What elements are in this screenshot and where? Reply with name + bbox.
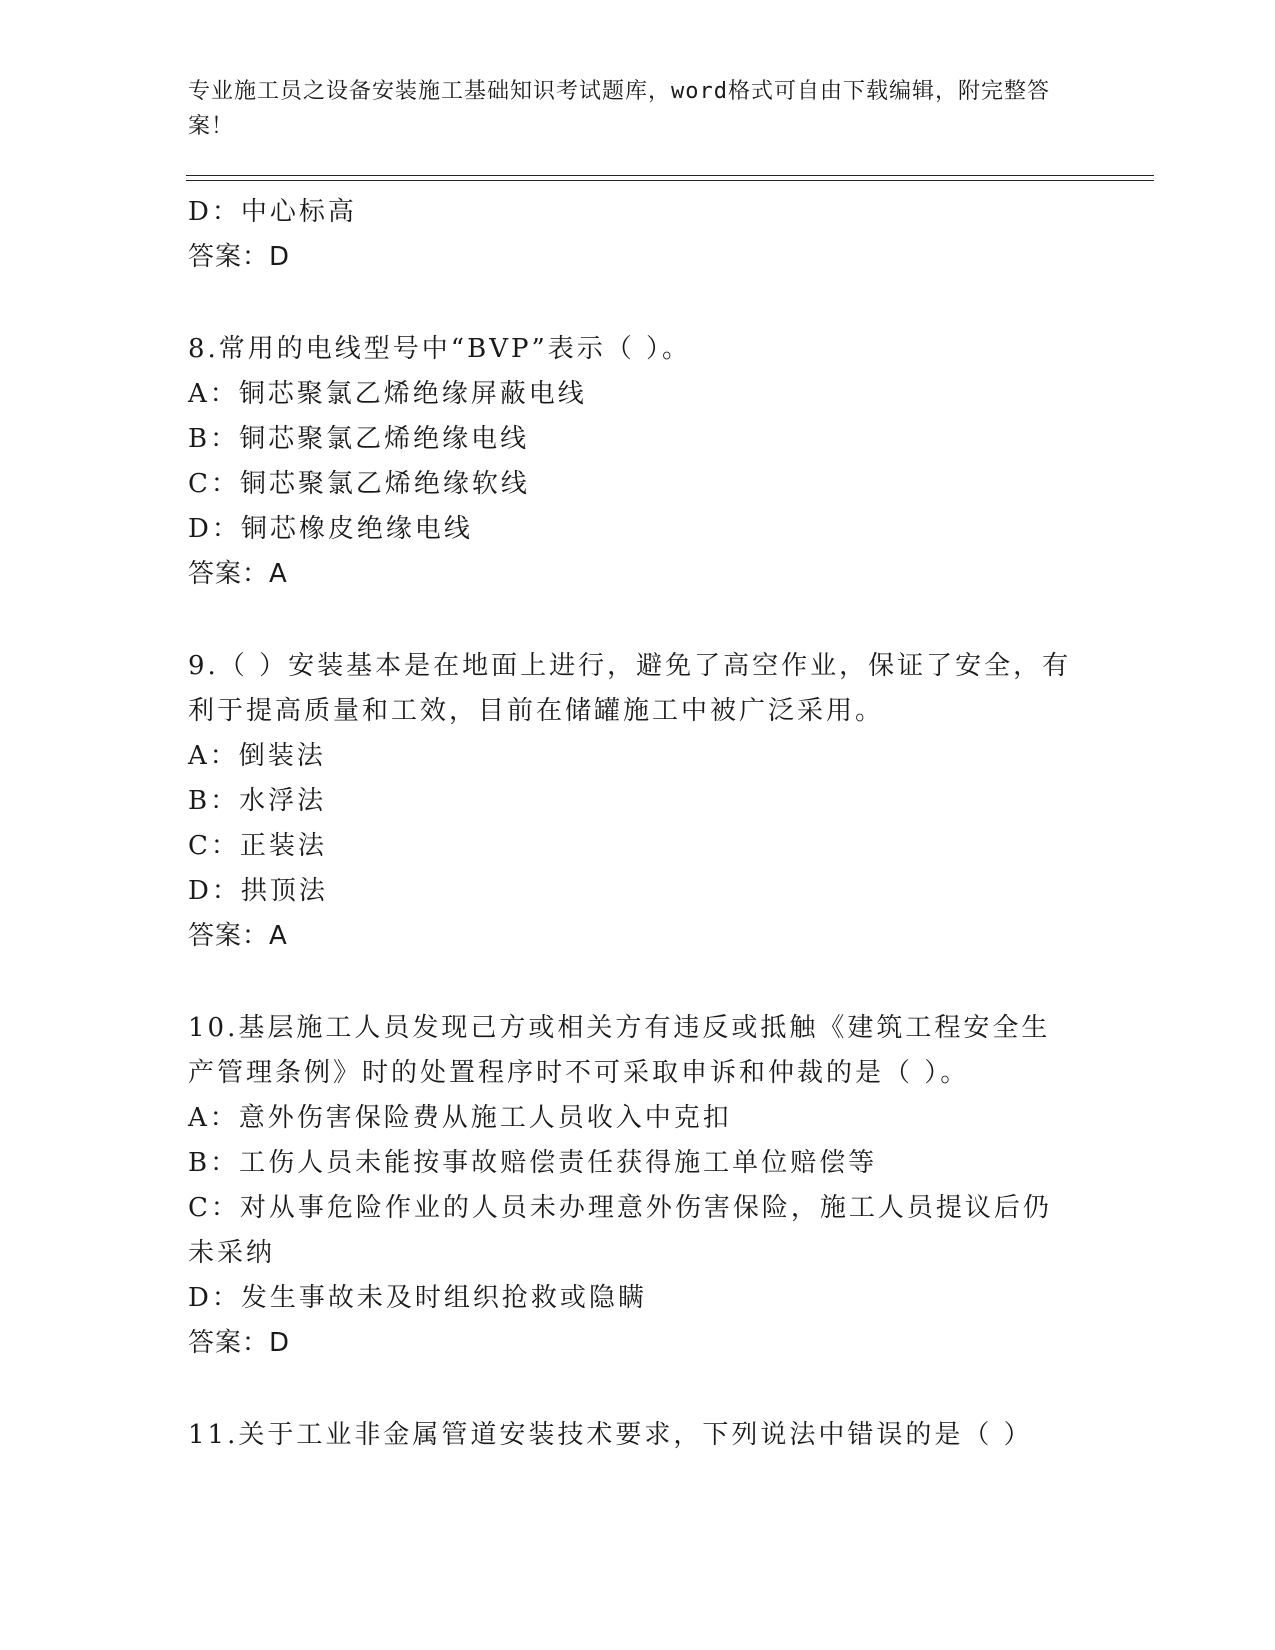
answer: 答案：D bbox=[188, 1328, 291, 1358]
option-d: D：发生事故未及时组织抢救或隐瞒 bbox=[188, 1283, 647, 1313]
question-stem: 11.关于工业非金属管道安装技术要求，下列说法中错误的是（ ） bbox=[188, 1420, 1033, 1450]
question-stem: 9.（ ）安装基本是在地面上进行，避免了高空作业，保证了安全，有利于提高质量和工效，目前在储罐施工中被广泛采用。 bbox=[188, 651, 1072, 726]
question-11 bbox=[188, 1413, 1078, 1458]
option-b: B：铜芯聚氯乙烯绝缘电线 bbox=[188, 424, 530, 454]
option-b: B：水浮法 bbox=[188, 786, 327, 816]
option-d: D：拱顶法 bbox=[188, 876, 328, 906]
option-a: A：意外伤害保险费从施工人员收入中克扣 bbox=[188, 1103, 732, 1133]
question-9 bbox=[188, 644, 1078, 959]
answer: 答案：A bbox=[188, 921, 288, 951]
document-header: 专业施工员之设备安装施工基础知识考试题库，word格式可自由下载编辑，附完整答案！ bbox=[188, 79, 1050, 139]
option-a: A：倒装法 bbox=[188, 741, 326, 771]
option-d: D：中心标高 bbox=[188, 197, 357, 227]
question-8 bbox=[188, 327, 1078, 597]
question-list bbox=[188, 190, 1078, 1458]
answer: 答案：D bbox=[188, 242, 291, 272]
option-c: C：铜芯聚氯乙烯绝缘软线 bbox=[188, 469, 530, 499]
question-stem: 8.常用的电线型号中“BVP”表示（ ）。 bbox=[188, 334, 692, 364]
header-divider bbox=[186, 175, 1154, 176]
question-10 bbox=[188, 1006, 1078, 1366]
option-d: D：铜芯橡皮绝缘电线 bbox=[188, 514, 473, 544]
question-stem: 10.基层施工人员发现己方或相关方有违反或抵触《建筑工程安全生产管理条例》时的处置程序时不可采取申诉和仲裁的是（ ）。 bbox=[188, 1013, 1051, 1088]
header-divider-secondary bbox=[186, 180, 1154, 181]
answer: 答案：A bbox=[188, 559, 288, 589]
option-c: C：对从事危险作业的人员未办理意外伤害保险，施工人员提议后仍未采纳 bbox=[188, 1193, 1052, 1268]
option-b: B：工伤人员未能按事故赔偿责任获得施工单位赔偿等 bbox=[188, 1148, 878, 1178]
option-a: A：铜芯聚氯乙烯绝缘屏蔽电线 bbox=[188, 379, 587, 409]
option-c: C：正装法 bbox=[188, 831, 327, 861]
